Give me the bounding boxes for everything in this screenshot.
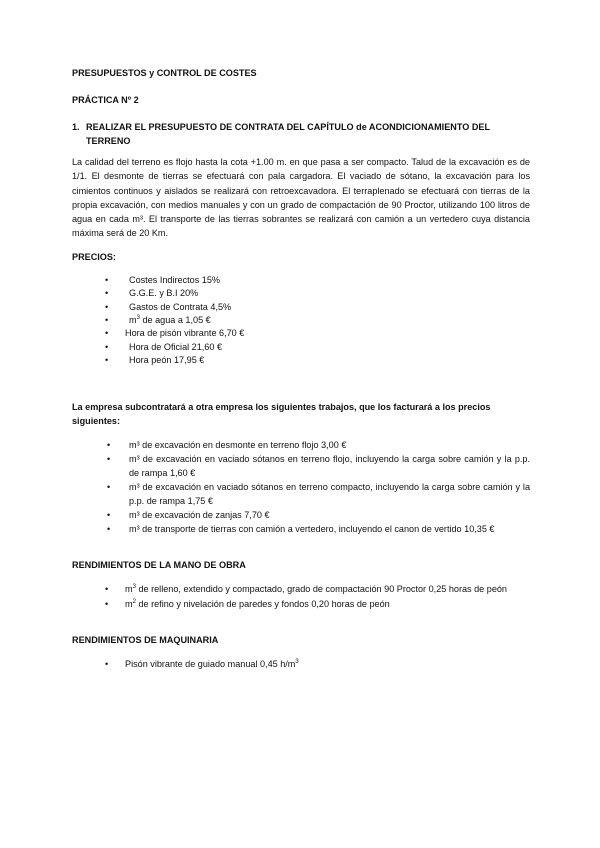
bullet-icon: • bbox=[105, 584, 109, 595]
bullet-icon: • bbox=[105, 341, 109, 352]
bullet-icon: • bbox=[105, 328, 109, 339]
bullet-icon: • bbox=[107, 482, 111, 493]
document-page bbox=[72, 66, 530, 671]
list-item: • Gastos de Contrata 4,5% bbox=[72, 301, 530, 314]
list-item: • Hora peón 17,95 € bbox=[72, 354, 530, 367]
bullet-icon: • bbox=[105, 275, 109, 286]
list-item: • m³ de excavación en vaciado sótanos en terreno flojo, incluyendo la carga sobre camión y la p.p. de rampa 1,60 € bbox=[107, 453, 530, 478]
list-item: • m³ de excavación en vaciado sótanos en terreno compacto, incluyendo la carga sobre camión y la p.p. de rampa 1,75 € bbox=[107, 482, 530, 507]
list-item: • Hora de pisón vibrante 6,70 € bbox=[72, 327, 530, 340]
bullet-icon: • bbox=[107, 524, 111, 535]
list-item: • G.G.E. y B.I 20% bbox=[72, 287, 530, 300]
document-title: PRESUPUESTOS y CONTROL DE COSTES bbox=[72, 68, 257, 78]
list-item: • m³ de transporte de tierras con camión a vertedero, incluyendo el canon de vertido 10,35 € bbox=[72, 522, 530, 536]
section-heading bbox=[72, 120, 530, 148]
bullet-icon: • bbox=[105, 315, 109, 326]
practice-title: PRÁCTICA Nº 2 bbox=[72, 95, 139, 106]
list-item: • Hora de Oficial 21,60 € bbox=[72, 341, 530, 354]
list-item: • Costes Indirectos 15% bbox=[72, 274, 530, 287]
section-heading-text: REALIZAR EL PRESUPUESTO DE CONTRATA DEL CAPÍTULO de ACONDICIONAMIENTO DEL TERRENO bbox=[86, 122, 490, 147]
mano-obra-heading: RENDIMIENTOS DE LA MANO DE OBRA bbox=[72, 560, 246, 571]
bullet-icon: • bbox=[105, 598, 109, 609]
bullet-icon: • bbox=[105, 301, 109, 312]
bullet-icon: • bbox=[105, 658, 109, 669]
section-number: 1. bbox=[72, 122, 80, 133]
list-item: • $m^3$ de relleno, extendido y compactado, grado de compactación 90 Proctor 0,25 horas de peón bbox=[72, 582, 530, 596]
list-item: • Pisón vibrante de guiado manual 0,45 $h/m^3$ bbox=[72, 657, 530, 671]
bullet-icon: • bbox=[105, 288, 109, 299]
mano-obra-list bbox=[72, 582, 530, 610]
list-item: • m³ de excavación en desmonte en terreno flojo 3,00 € bbox=[72, 438, 530, 452]
maquinaria-list bbox=[72, 657, 530, 671]
precios-list bbox=[72, 274, 530, 368]
list-item: • m³ de excavación de zanjas 7,70 € bbox=[72, 508, 530, 522]
subcontrata-intro: La empresa subcontratará a otra empresa los siguientes trabajos, que los facturará a los precios siguientes: bbox=[72, 401, 491, 426]
list-item: • $m^2$ de refino y nivelación de paredes y fondos 0,20 horas de peón bbox=[72, 597, 530, 611]
precios-heading: PRECIOS: bbox=[72, 251, 116, 262]
bullet-icon: • bbox=[105, 355, 109, 366]
bullet-icon: • bbox=[107, 453, 111, 464]
list-item: • $m^3$ de agua a 1,05 € bbox=[72, 314, 530, 327]
bullet-icon: • bbox=[107, 510, 111, 521]
description-paragraph: La calidad del terreno es flojo hasta la cota +1.00 m. en que pasa a ser compacto. Talud de la excavación es de 1/1. El desmonte de tierras se efectuará con pala cargadora. El vaciado de sótano, la excavación para los cimientos continuos y aislados se realizará con retroexcavadora. El terraplenado se efectuará con tierras de la propia excavación, con medios manuales y con un grado de compactación de 90 Proctor, utilizando 100 litros de agua en cada m³. El transporte de las tierras sobrantes se realizará con camión a un vertedero cuya distancia máxima será de 20 Km. bbox=[72, 157, 530, 238]
bullet-icon: • bbox=[107, 439, 111, 450]
subcontrata-list bbox=[72, 438, 530, 537]
maquinaria-heading: RENDIMIENTOS DE MAQUINARIA bbox=[72, 634, 219, 645]
